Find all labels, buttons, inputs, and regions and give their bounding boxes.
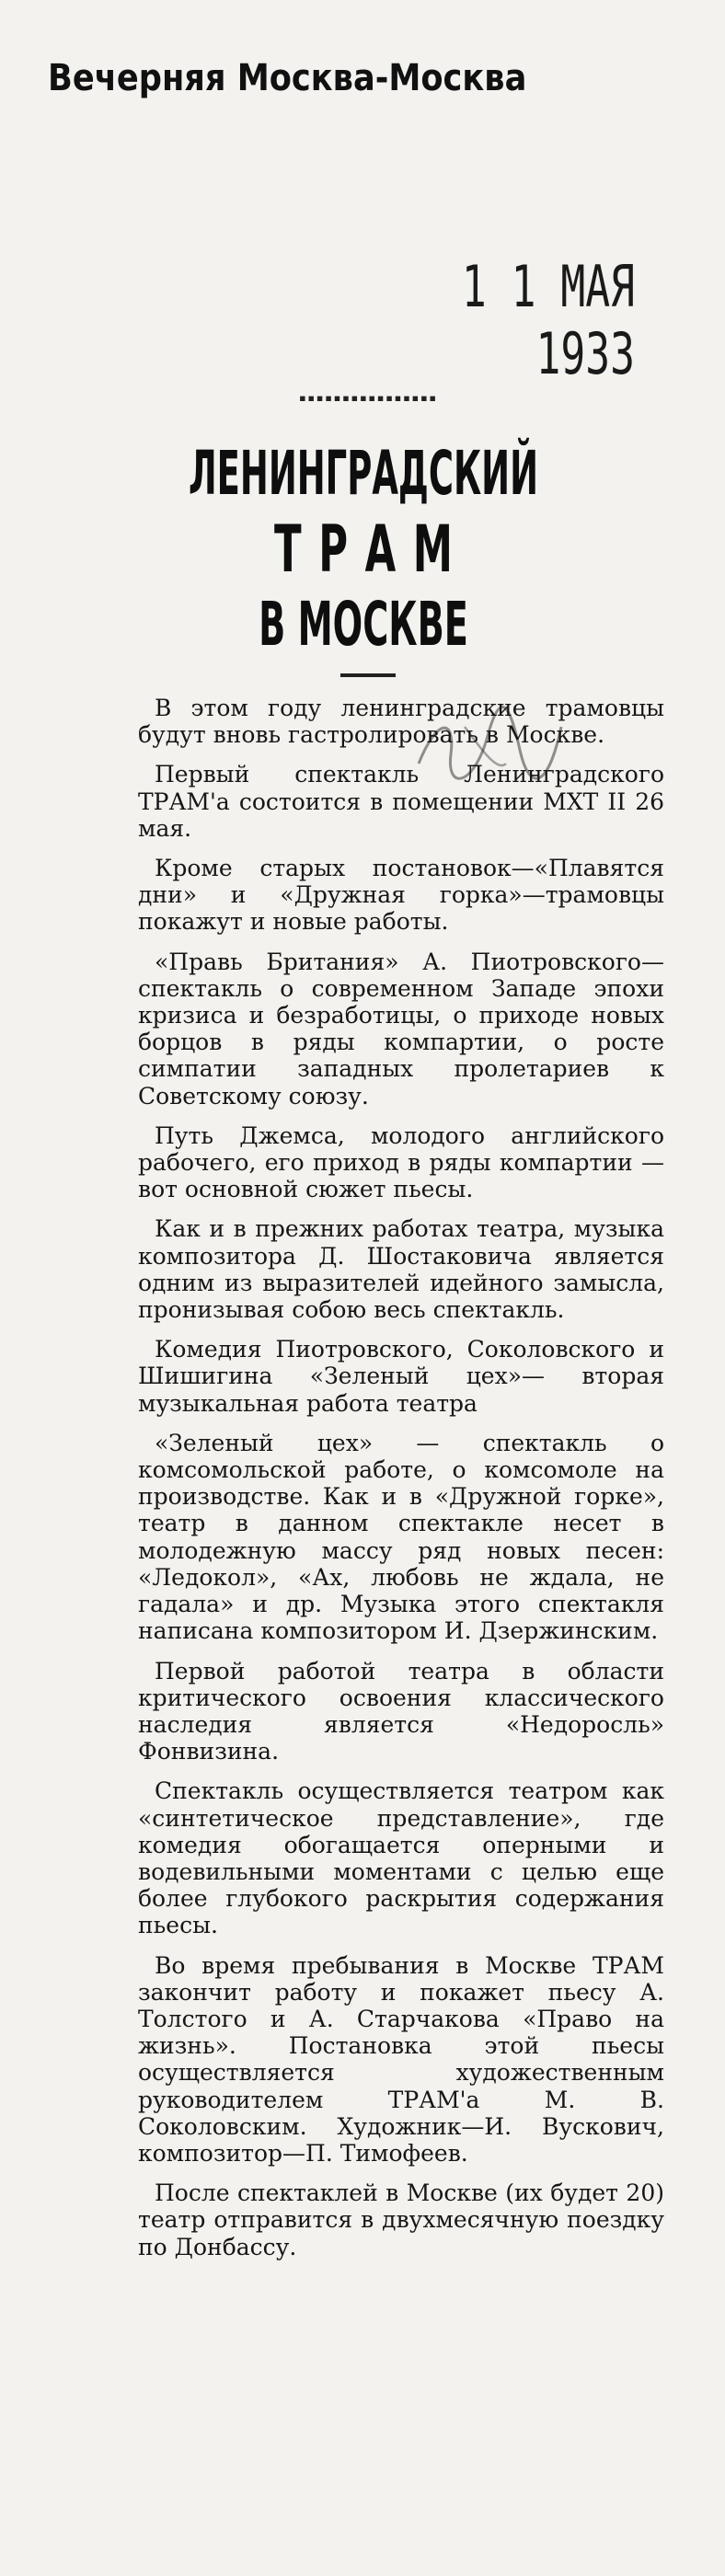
paragraph: Спектакль осуществляется театром как «синтетическое представление», где комедия обогащается оперными и водевильными моментами с целью еще более глубокого раскрытия содержания пьесы. <box>138 1777 664 1939</box>
clipping-date-stamp: 1 1 МАЯ 1933 <box>461 253 635 387</box>
paragraph: Путь Джемса, молодого английского рабочего, его приход в ряды компартии — вот основной сюжет пьесы. <box>138 1121 664 1203</box>
article-headline <box>147 437 580 661</box>
headline-line-1: ЛЕНИНГРАДСКИЙ <box>188 438 539 509</box>
paragraph: После спектаклей в Москве (их будет 20) театр отправится в двухмесячную поездку по Донбассу. <box>138 2179 664 2260</box>
paragraph: Первый спектакль Ленинградского ТРАМ'а состоится в помещении МХТ II 26 мая. <box>138 761 664 842</box>
paragraph: Кроме старых постановок—«Плавятся дни» и «Дружная горка»—трамовцы покажут и новые работы. <box>138 855 664 936</box>
separator-ornament: ▪▪▪▪▪▪▪▪▪▪▪▪▪▪▪▪ <box>298 391 438 406</box>
headline-line-3: В МОСКВЕ <box>259 589 468 660</box>
paragraph: «Правь Британия» А. Пиотровского—спектакль о современном Западе эпохи кризиса и безработицы, о приходе новых борцов в ряды компартии, о росте симпатии западных пролетариев к Советскому союзу. <box>138 948 664 1110</box>
article-body <box>138 695 664 2273</box>
paragraph: Комедия Пиотровского, Соколовского и Шишигина «Зеленый цех»— вторая музыкальная работа театра <box>138 1336 664 1417</box>
paragraph: Как и в прежних работах театра, музыка композитора Д. Шостаковича является одним из выразителей идейного замысла, пронизывая собою весь спектакль. <box>138 1215 664 1324</box>
paragraph: Во время пребывания в Москве ТРАМ закончит работу и покажет пьесу А. Толстого и А. Старчакова «Право на жизнь». Постановка этой пьесы осуществляется художественным руководителем ТРАМ'а М. В. Соколовским. Художник—И. Вускович, композитор—П. Тимофеев. <box>138 1951 664 2167</box>
paragraph: Первой работой театра в области критического освоения классического наследия является «Недоросль» Фонвизина. <box>138 1657 664 1765</box>
paragraph: «Зеленый цех» — спектакль о комсомольской работе, о комсомоле на производстве. Как и в «Дружной горке», театр в данном спектакле несет в молодежную массу ряд новых песен: «Ледокол», «Ах, любовь не ждала, не гадала» и др. Музыка этого спектакля написана композитором И. Дзержинским. <box>138 1429 664 1645</box>
headline-divider <box>340 673 396 677</box>
paragraph: В этом году ленинградские трамовцы будут вновь гастролировать в Москве. <box>138 695 664 749</box>
headline-line-2: ТРАМ <box>273 512 470 587</box>
newspaper-name: Вечерняя Москва-Москва <box>48 57 527 99</box>
